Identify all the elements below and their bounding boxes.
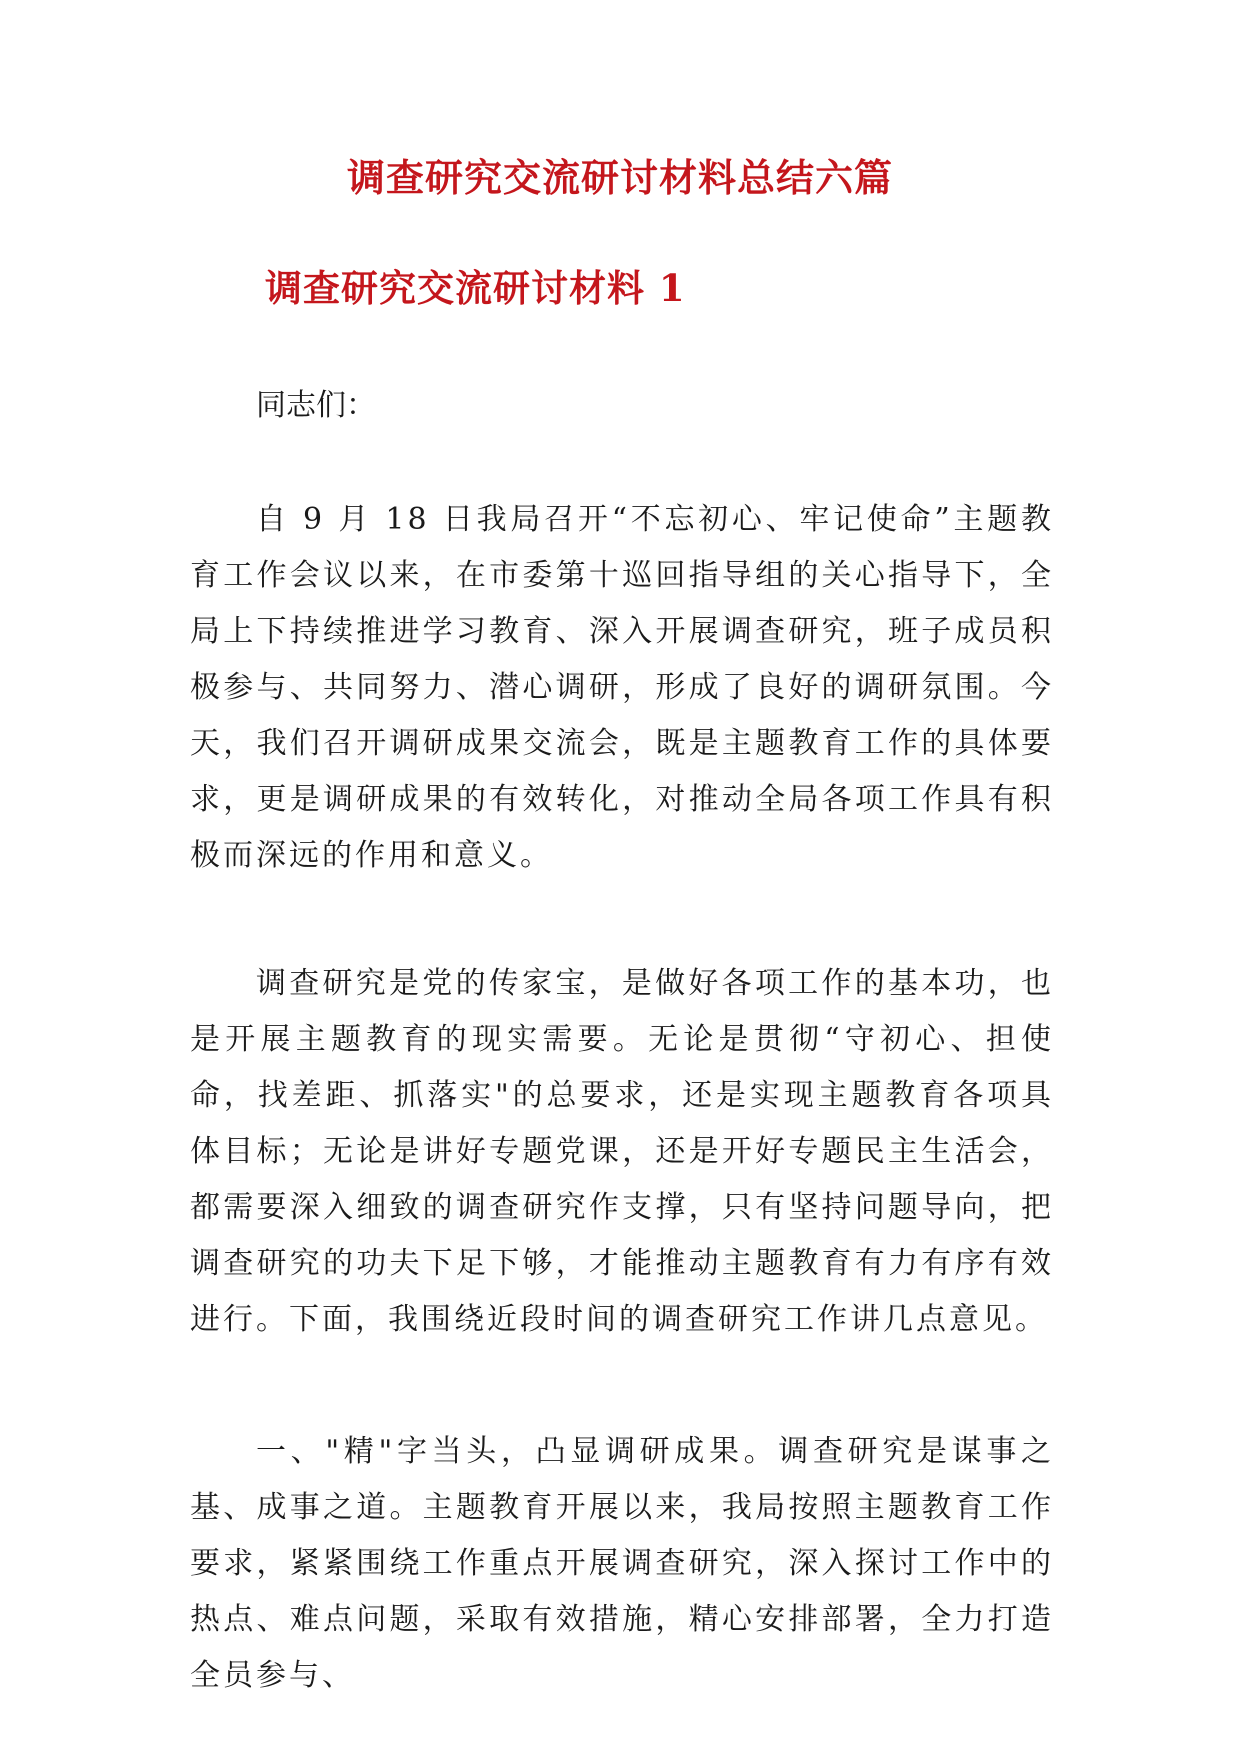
salutation: 同志们： — [256, 388, 376, 423]
section-title: 调查研究交流研讨材料 1 — [265, 266, 686, 310]
paragraph-3: 一、"精"字当头，凸显调研成果。调查研究是谋事之基、成事之道。主题教育开展以来，我局按照主题教育工作要求，紧紧围绕工作重点开展调查研究，深入探讨工作中的热点、难点问题，采取有效措施，精心安排部署，全力打造全员参与、 — [190, 1434, 1054, 1693]
paragraph-1: 自 9 月 18 日我局召开“不忘初心、牢记使命”主题教育工作会议以来，在市委第十巡回指导组的关心指导下，全局上下持续推进学习教育、深入开展调查研究，班子成员积极参与、共同努力、潜心调研，形成了良好的调研氛围。今天，我们召开调研成果交流会，既是主题教育工作的具体要求，更是调研成果的有效转化，对推动全局各项工作具有积极而深远的作用和意义。 — [190, 502, 1054, 873]
document-title: 调查研究交流研讨材料总结六篇 — [346, 155, 893, 200]
paragraph-2: 调查研究是党的传家宝，是做好各项工作的基本功，也是开展主题教育的现实需要。无论是贯彻“守初心、担使命，找差距、抓落实"的总要求，还是实现主题教育各项具体目标；无论是讲好专题党课，还是开好专题民主生活会，都需要深入细致的调查研究作支撑，只有坚持问题导向，把调查研究的功夫下足下够，才能推动主题教育有力有序有效进行。下面，我围绕近段时间的调查研究工作讲几点意见。 — [190, 966, 1054, 1337]
